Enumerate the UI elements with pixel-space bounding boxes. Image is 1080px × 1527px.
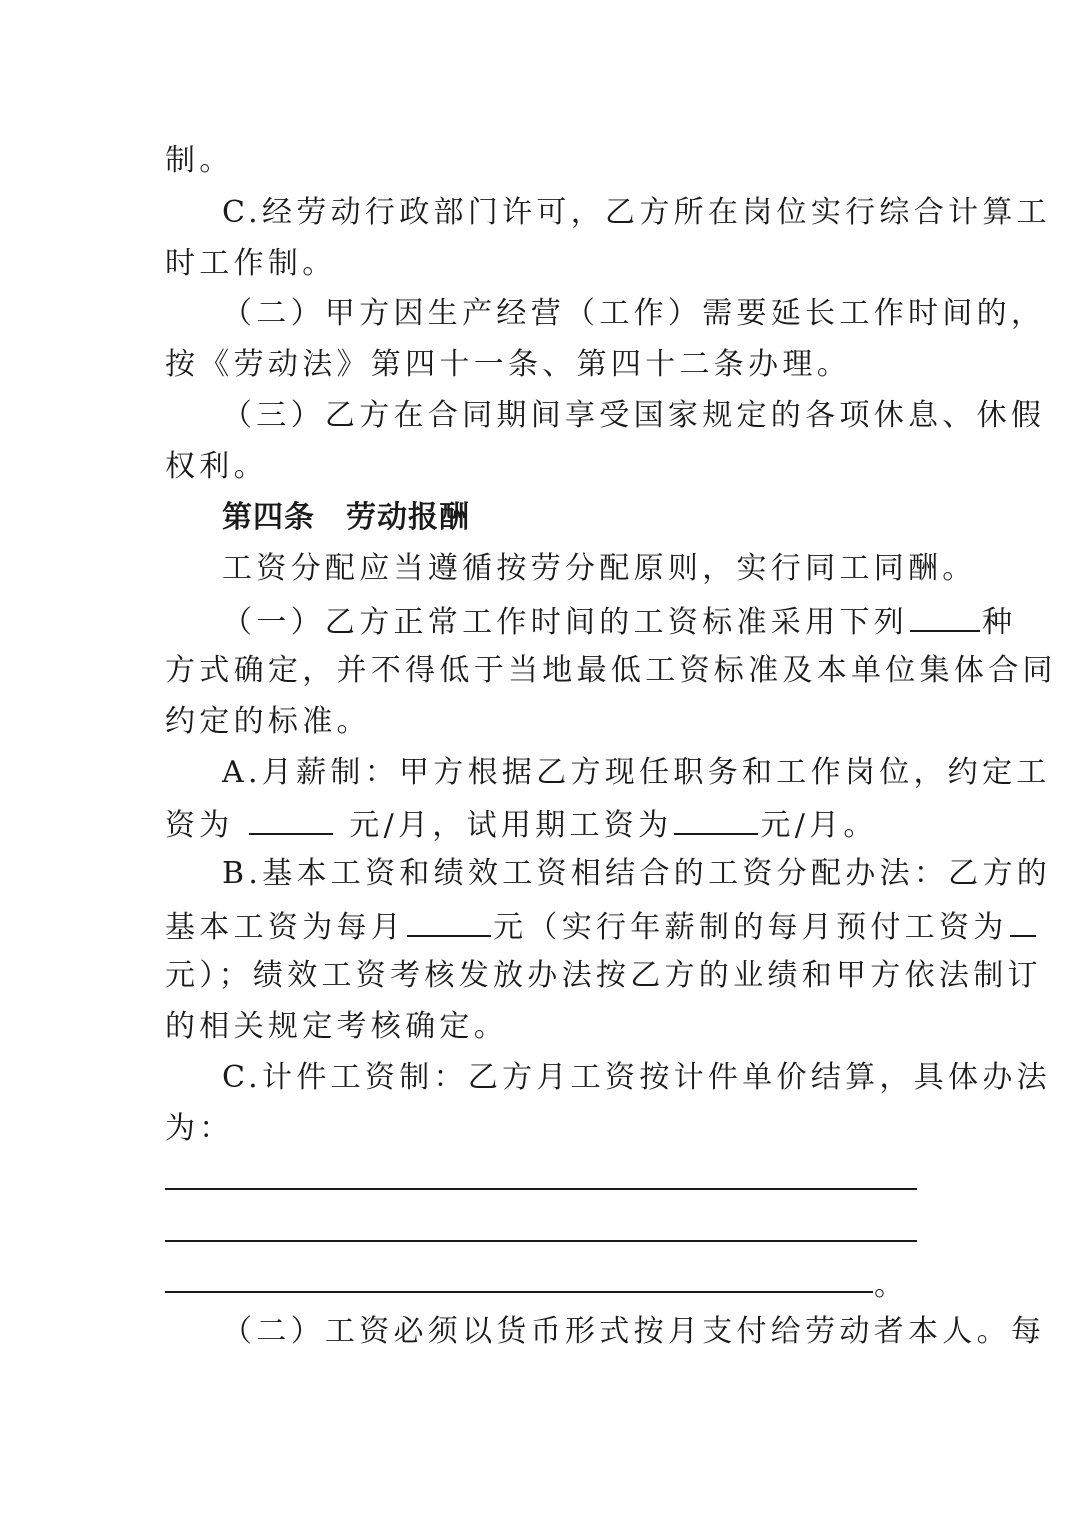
paragraph-line: （三）乙方在合同期间享受国家规定的各项休息、休假 bbox=[222, 398, 1046, 433]
paragraph-line: 权利。 bbox=[165, 449, 268, 484]
paragraph-line: 约定的标准。 bbox=[165, 704, 371, 739]
paragraph-line: （二）甲方因生产经营（工作）需要延长工作时间的， bbox=[222, 296, 1046, 331]
fill-in-blank bbox=[1010, 905, 1036, 937]
paragraph-line: 工资分配应当遵循按劳分配原则，实行同工同酬。 bbox=[222, 551, 977, 586]
paragraph-line: C.计件工资制：乙方月工资按计件单价结算，具体办法 bbox=[222, 1060, 1051, 1095]
paragraph-line: 元）；绩效工资考核发放办法按乙方的业绩和甲方依法制订 bbox=[165, 958, 1042, 993]
fill-in-blank bbox=[674, 803, 758, 835]
paragraph-line: 资为 元/月，试用期工资为 元/月。 bbox=[165, 803, 925, 843]
paragraph-line: C.经劳动行政部门许可，乙方所在岗位实行综合计算工 bbox=[222, 195, 1051, 230]
fill-in-line bbox=[165, 1240, 917, 1242]
paragraph-line: （一）乙方正常工作时间的工资标准采用下列 种 bbox=[222, 600, 982, 640]
period-mark: 。 bbox=[874, 1268, 904, 1303]
paragraph-line: 为： bbox=[165, 1111, 234, 1146]
paragraph-line: 方式确定，并不得低于当地最低工资标准及本单位集体合同 bbox=[165, 653, 1057, 688]
fill-in-blank bbox=[249, 803, 333, 835]
fill-in-line bbox=[165, 1291, 873, 1293]
fill-in-blank bbox=[407, 905, 491, 937]
paragraph-line: 时工作制。 bbox=[165, 246, 337, 281]
fill-in-line bbox=[165, 1188, 917, 1190]
paragraph-line: （二）工资必须以货币形式按月支付给劳动者本人。每 bbox=[222, 1314, 1046, 1349]
paragraph-line: B.基本工资和绩效工资相结合的工资分配办法：乙方的 bbox=[222, 856, 1052, 891]
section-heading: 第四条 劳动报酬 bbox=[222, 500, 470, 535]
paragraph-line: 按《劳动法》第四十一条、第四十二条办理。 bbox=[165, 347, 851, 382]
paragraph-line: A.月薪制：甲方根据乙方现任职务和工作岗位，约定工 bbox=[222, 755, 1051, 790]
paragraph-line: 基本工资为每月 元（实行年薪制的每月预付工资为 bbox=[165, 905, 925, 945]
paragraph-line: 制。 bbox=[165, 143, 234, 178]
fill-in-blank bbox=[910, 600, 980, 632]
paragraph-line: 的相关规定考核确定。 bbox=[165, 1009, 508, 1044]
